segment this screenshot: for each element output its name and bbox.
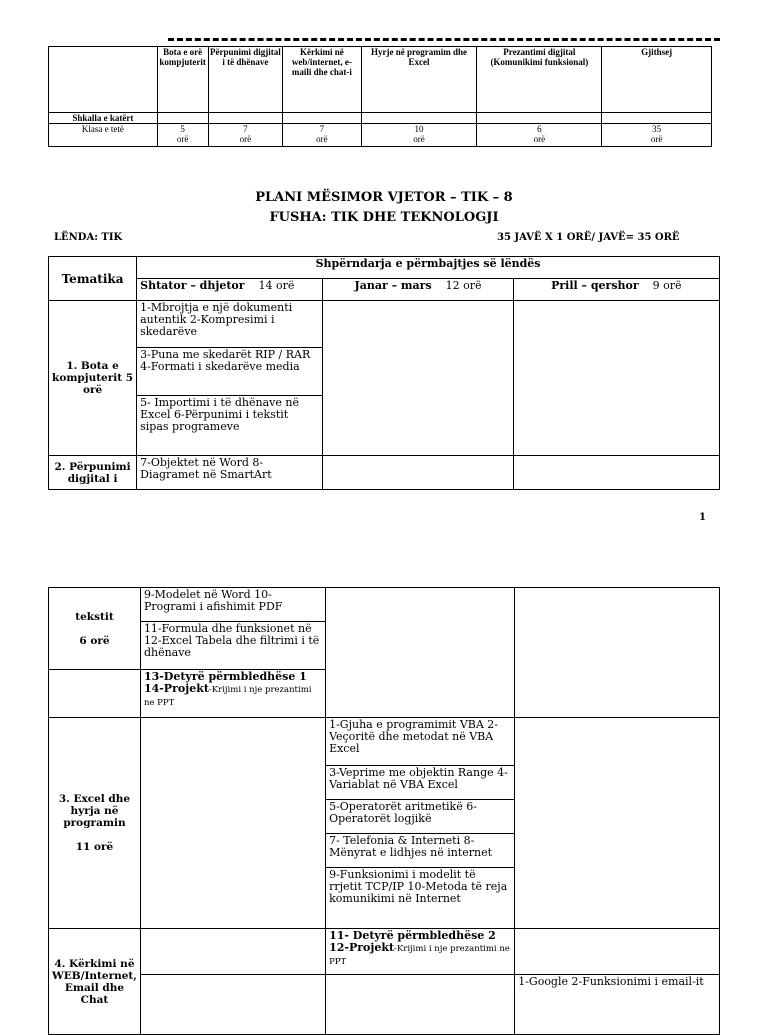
lesson-cell: 5- Importimi i të dhënave në Excel 6-Përpunimi i tekstit sipas programeve — [137, 396, 323, 456]
lesson-cell: 5-Operatorët aritmetikë 6-Operatorët logjikë — [326, 800, 515, 834]
review-cell: 11- Detyrë përmbledhëse 2 12-Projekt-Krijimi i nje prezantimi ne PPT — [326, 929, 515, 975]
lesson-cell: 3-Veprime me objektin Range 4-Variablat në VBA Excel — [326, 766, 515, 800]
summary-header: Hyrje në programim dhe Excel — [361, 47, 477, 113]
lesson-cell: 9-Funksionimi i modelit të rrjetit TCP/IP 10-Metoda të reja komunikimi në Internet — [326, 868, 515, 929]
summary-header: Prezantimi digjital (Komunikimi funksional) — [477, 47, 602, 113]
summary-value: 35 orë — [602, 124, 712, 147]
lesson-cell: 7- Telefonia & Interneti 8-Mënyrat e lidhjes në internet — [326, 834, 515, 868]
page-subtitle: FUSHA: TIK DHE TEKNOLOGJI — [269, 210, 499, 225]
lesson-cell: 7-Objektet në Word 8-Diagramet në SmartArt — [137, 456, 323, 490]
summary-value: 6 orë — [477, 124, 602, 147]
lesson-cell: 9-Modelet në Word 10-Programi i afishimit PDF — [140, 588, 325, 622]
review-cell: 13-Detyrë përmbledhëse 1 14-Projekt-Krijimi i nje prezantimi ne PPT — [140, 670, 325, 718]
theme-cell: 4. Kërkimi në WEB/Internet, Email dhe Chat — [49, 929, 141, 1035]
theme-cell: 2. Përpunimi digjital i — [49, 456, 137, 490]
page-title: PLANI MËSIMOR VJETOR – TIK – 8 — [255, 190, 513, 205]
summary-corner — [49, 47, 158, 113]
theme-cell: 1. Bota e kompjuterit 5 orë — [49, 301, 137, 456]
period-header: Prill – qershor 9 orë — [513, 279, 719, 301]
summary-header: Kërkimi në web/internet, e-maili dhe chat-i — [283, 47, 362, 113]
summary-value: 7 orë — [283, 124, 362, 147]
page-number: 1 — [699, 512, 706, 523]
summary-row-label: Klasa e tetë — [49, 124, 158, 147]
lesson-cell: 1-Google 2-Funksionimi i email-it — [515, 975, 720, 1035]
summary-value: 5 orë — [157, 124, 208, 147]
distribution-header: Shpërndarja e përmbajtjes së lëndës — [137, 257, 720, 279]
period-header: Shtator – dhjetor 14 orë — [137, 279, 323, 301]
summary-row-label: Shkalla e katërt — [49, 113, 158, 124]
summary-header: Përpunimi digjital i të dhënave — [208, 47, 282, 113]
theme-cell: tekstit 6 orë — [49, 588, 141, 670]
plan-table-page1 — [48, 256, 720, 490]
subject-label: LËNDA: TIK — [54, 232, 123, 243]
summary-table — [48, 46, 712, 147]
plan-table-page2 — [48, 587, 720, 1035]
lesson-cell: 11-Formula dhe funksionet në 12-Excel Tabela dhe filtrimi i të dhënave — [140, 622, 325, 670]
lesson-cell: 1-Gjuha e programimit VBA 2-Veçoritë dhe metodat në VBA Excel — [326, 718, 515, 766]
period-header: Janar – mars 12 orë — [323, 279, 513, 301]
summary-value: 10 orë — [361, 124, 477, 147]
dashed-rule — [168, 38, 720, 41]
summary-header: Gjithsej — [602, 47, 712, 113]
summary-value: 7 orë — [208, 124, 282, 147]
theme-header: Tematika — [49, 257, 137, 301]
theme-cell: 3. Excel dhe hyrja në programin 11 orë — [49, 718, 141, 929]
summary-header: Bota e orë kompjuterit — [157, 47, 208, 113]
lesson-cell: 3-Puna me skedarët RIP / RAR 4-Formati i skedarëve media — [137, 348, 323, 396]
lesson-cell: 1-Mbrojtja e një dokumenti autentik 2-Kompresimi i skedarëve — [137, 301, 323, 348]
hours-info: 35 JAVË X 1 ORË/ JAVË= 35 ORË — [497, 232, 680, 243]
